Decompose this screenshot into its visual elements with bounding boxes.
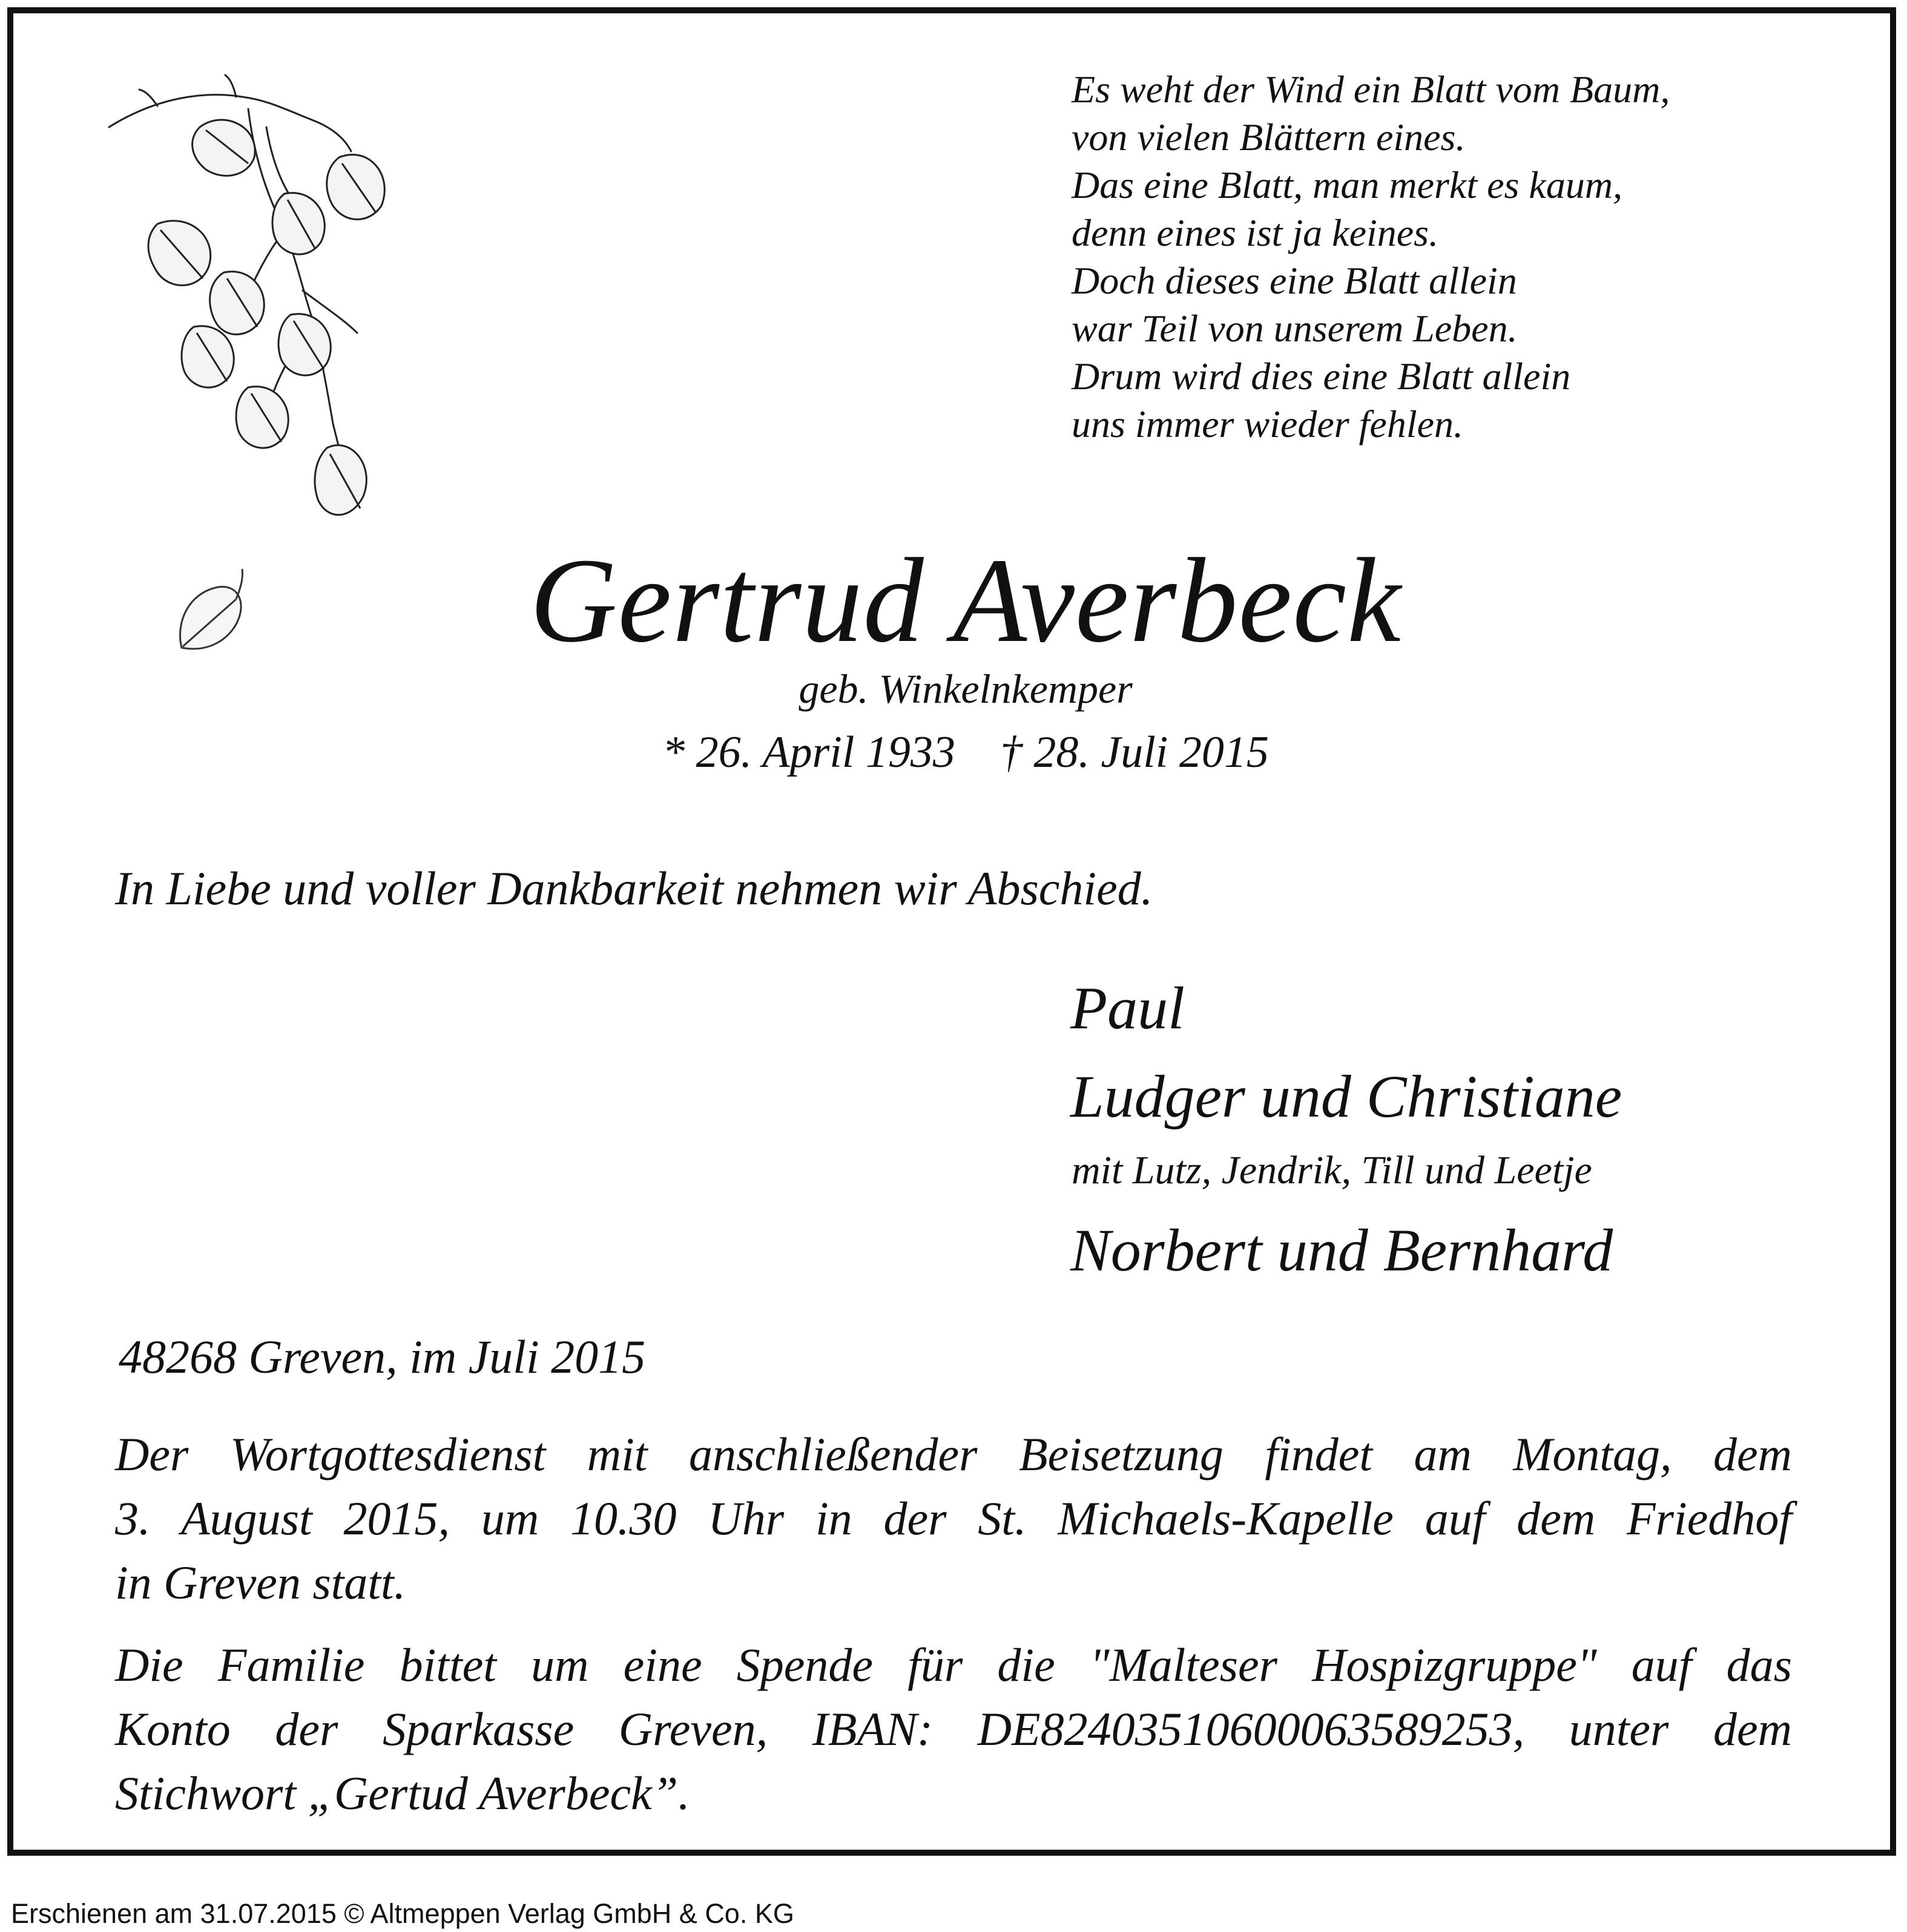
- life-dates: [0, 725, 1907, 780]
- birch-branch-illustration: [85, 73, 400, 533]
- poem-line: uns immer wieder fehlen.: [1072, 402, 1463, 445]
- donation-line: [115, 1633, 1792, 1697]
- deceased-name: Gertrud Averbeck: [530, 534, 1401, 668]
- donation-line-text: Die Familie bittet um eine Spende für die "Malteser Hospizgruppe" auf das: [115, 1638, 1792, 1691]
- poem: [1072, 65, 1670, 448]
- poem-line: von vielen Blättern eines.: [1072, 116, 1466, 159]
- born-name: geb. Winkelnkemper: [799, 666, 1133, 712]
- donation-info: [115, 1633, 1792, 1825]
- donation-line: [115, 1697, 1792, 1761]
- poem-line: denn eines ist ja keines.: [1072, 211, 1439, 254]
- poem-line: Es weht der Wind ein Blatt vom Baum,: [1072, 68, 1670, 111]
- service-line-text: Der Wortgottesdienst mit anschließender Beisetzung findet am Montag, dem: [115, 1428, 1792, 1480]
- poem-line: war Teil von unserem Leben.: [1072, 307, 1518, 350]
- poem-line: Doch dieses eine Blatt allein: [1072, 259, 1517, 302]
- service-line-text: 3. August 2015, um 10.30 Uhr in der St. Michaels-Kapelle auf dem Friedhof: [115, 1492, 1792, 1545]
- service-line: [115, 1422, 1792, 1487]
- publication-footer: Erschienen am 31.07.2015 © Altmeppen Verlag GmbH & Co. KG: [11, 1898, 794, 1929]
- family-member-paul: Paul: [1070, 974, 1185, 1042]
- farewell-text: In Liebe und voller Dankbarkeit nehmen wir Abschied.: [115, 862, 1153, 915]
- death-date: † 28. Juli 2015: [1000, 728, 1269, 777]
- poem-line: Drum wird dies eine Blatt allein: [1072, 355, 1571, 398]
- place-date: 48268 Greven, im Juli 2015: [119, 1330, 646, 1383]
- birth-date: * 26. April 1933: [662, 728, 955, 777]
- service-line: in Greven statt.: [115, 1556, 406, 1609]
- donation-line-text: Konto der Sparkasse Greven, IBAN: DE82403510600063589253, unter dem: [115, 1703, 1792, 1755]
- service-line: [115, 1487, 1792, 1551]
- family-member-ludger-christiane: Ludger und Christiane: [1070, 1063, 1622, 1130]
- poem-line: Das eine Blatt, man merkt es kaum,: [1072, 163, 1623, 206]
- donation-line: Stichwort „Gertud Averbeck”.: [115, 1767, 690, 1819]
- family-grandchildren: mit Lutz, Jendrik, Till und Leetje: [1072, 1148, 1592, 1192]
- family-member-norbert-bernhard: Norbert und Bernhard: [1070, 1217, 1613, 1284]
- service-info: [115, 1422, 1792, 1615]
